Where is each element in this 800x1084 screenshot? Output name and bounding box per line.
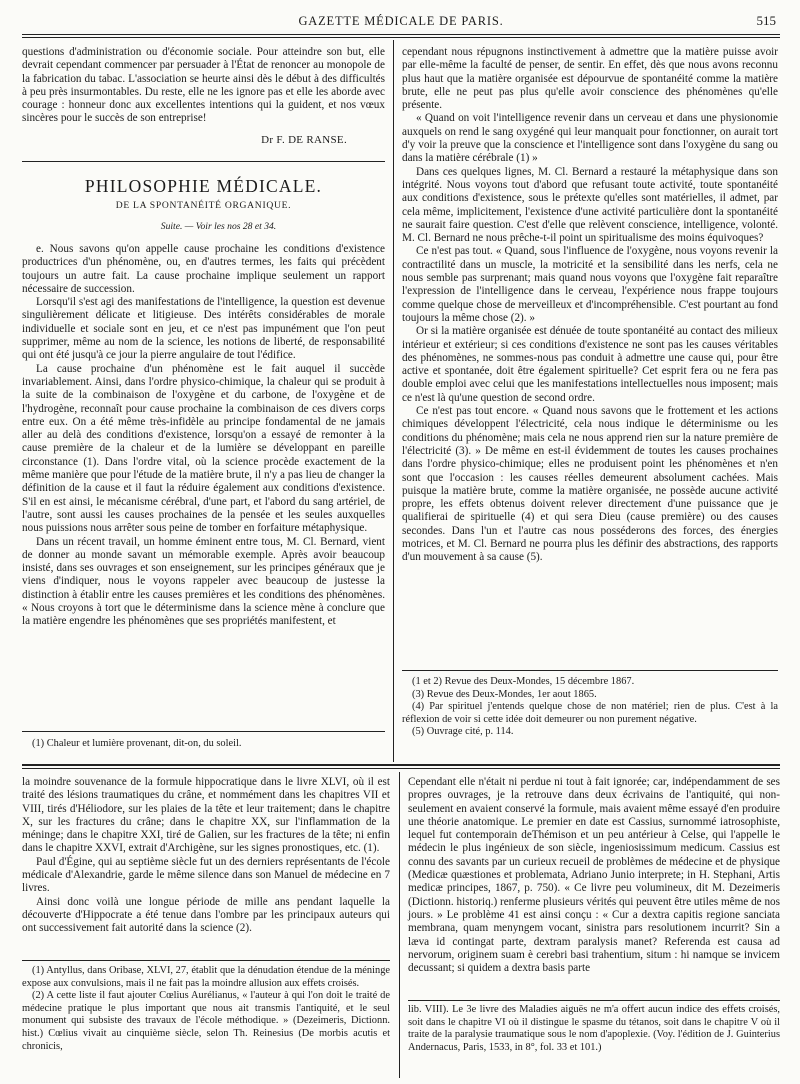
section-subtitle: DE LA SPONTANÉITÉ ORGANIQUE.	[115, 200, 292, 212]
intro-paragraph: questions d'administration ou d'économie sociale. Pour atteindre son but, elle devrait cependant commencer par persuader à l'État de renoncer au monopole de la fabrication du tabac. L'association se heurte ainsi dès le début à des difficultés à peu près insurmontables. Du reste, elle ne les ignore pas et elle les aborde avec courage : honneur donc aux excellentes intentions qui la guident, et nos vœux sincères pour le succès de son entreprise!	[22, 46, 385, 125]
feuilleton-rule-thin	[22, 768, 780, 769]
page-number: 515	[756, 13, 776, 28]
paragraph: « Quand on voit l'intelligence revenir dans un cerveau et dans une physionomie auxquels on rend le sang oxygéné qui leur manquait pour fonctionner, on aurait tort d'y voir la preuve que la conscience et l'intelligence sont dans l'oxygène du sang ou dans la matière cérébrale (1) »	[402, 112, 778, 165]
bottom-left-footnote-rule	[22, 960, 390, 961]
author-signature: Dr F. DE RANSE.	[261, 133, 347, 146]
paragraph: La cause prochaine d'un phénomène est le fait auquel il succède invariablement. Ainsi, dans l'ordre physico-chimique, la chaleur qui se produit à la suite de la combinaison de l'oxygène et du carbone, de l'oxygène et de l'hydrogène, reconnaît pour cause prochaine la combinaison de ces divers corps entre eux. On a été même très-infidèle au principe fondamental de ne jamais aller au delà des conditions d'existence, lorsqu'on a essayé de remonter à la cause première de la chaleur et de la lumière se développant en pareille circonstance (1). Dans l'ordre vital, où la science procède exactement de la même manière que pour l'étude de la matière brute, il n'y a pas lieu de changer la définition de la cause et il faut la réduire également aux conditions d'existence. S'il en est ainsi, le mécanisme cérébral, d'une part, et l'abord du sang artériel, de l'autre, sont aussi les causes prochaines de la pensée et les seules auxquelles nous puissions nous arrêter sous peine de tomber en forfaiture métaphysique.	[22, 362, 385, 535]
page-header	[22, 10, 780, 32]
paragraph: Or si la matière organisée est dénuée de toute spontanéité au contact des milieux intérieur et extérieur; si ces conditions d'existence ne sont pas les causes véritables des phénomènes, ne sommes-nous pas conduit à admettre une cause qui, pour être active et spontanée, doit être également spirituelle? Cet esprit fera ou ne fera pas double emploi avec celui que les manifestations intellectuelles nous imposent; mais ce n'est là qu'une question de second ordre.	[402, 325, 778, 404]
footnote: (3) Revue des Deux-Mondes, 1er aout 1865.	[412, 688, 597, 700]
paragraph: Cependant elle n'était ni perdue ni tout à fait ignorée; car, indépendamment de ses propres ouvrages, je la retrouve dans deux écrivains de l'antiquité, qui non-seulement en avaient conservé la formule, mais avaient même essayé d'en produire une théorie anatomique. Le premier en date est Cassius, surnommé iatrosophiste, lequel fut contemporain deThémison et un peu antérieur à Celse, qui l'appelle le médecin le plus ingénieux de son siècle, ingeniosissimum medicum. Cassius est connu des savants par un curieux recueil de problèmes de médecine et de physique (Medicæ quæstiones et problemata, Adriano Junio interprete; in H. Stephani, Artis medicæ principes, 1867, p. 750). « Ce livre peu volumineux, dit M. Dezeimeris (Dictionn. historiq.) renferme plusieurs vérités qui peuvent être utiles même de nos jours. » Le problème 41 est ainsi conçu : « Cur a dextra capitis regione sanciata membrana, quam menyngem vocant, sinistra pars resolutionem incurrit? Sin a læva id contingat parte, dextram paralysis manet? Referenda est causa ad nervorum, originem suam è cerebri basi trahentium, situm : hi namque se invicem decussant; si quidem a dextra basis parte	[408, 776, 780, 975]
journal-title: GAZETTE MÉDICALE DE PARIS.	[298, 13, 504, 28]
paragraph: e. Nous savons qu'on appelle cause prochaine les conditions d'existence productrices d'un phénomène, ou, en d'autres termes, les faits qui précèdent toujours un autre fait. La cause prochaine implique seulement un rapport nécessaire de succession.	[22, 242, 385, 295]
paragraph: cependant nous répugnons instinctivement à admettre que la matière puisse avoir par elle-même la faculté de penser, de sentir. En effet, dès que nous avons reconnu plus haut que la matière organisée est dépourvue de spontanéité comme la matière brute, elle ne peut pas plus qu'elle avoir conscience des phénomènes qu'elle présente.	[402, 46, 778, 112]
paragraph: Paul d'Égine, qui au septième siècle fut un des derniers représentants de l'école médicale d'Alexandrie, garde le même silence dans son Manuel de médecine en 7 livres.	[22, 855, 390, 895]
footnote: (1) Chaleur et lumière provenant, dit-on, du soleil.	[32, 738, 242, 749]
footnote: (2) A cette liste il faut ajouter Cœlius Aurélianus, « l'auteur à qui l'on doit le traité de médecine pratique le plus important que nous ait transmis l'antiquité, et le seul monument qui subsiste des travaux de l'école méthodique. » (Dezeimeris, Dictionn. hist.) Cœlius vivait au cinquième siècle, selon Th. Reinesius (De morbis acutis et chronicis,	[22, 990, 390, 1052]
footnote: (1) Antyllus, dans Oribase, XLVI, 27, établit que la dénudation étendue de la méninge expose aux convulsions, mais il ne fait pas la moindre allusion aux effets croisés.	[22, 965, 390, 989]
paragraph: Dans ces quelques lignes, M. Cl. Bernard a restauré la métaphysique dans son intégrité. Nous voyons tout d'abord que refusant toute activité, toute spontanéité aux conditions d'existence, sous le prétexte qu'elles sont matérielles, il admet, par cela même, implicitement, l'existence d'une activité particulière dont la spontanéité ne saurait faire question. C'est d'elle que relèvent conscience, intelligence, volonté. M. Cl. Bernard ne nous prêche-t-il point un spiritualisme des moins équivoques?	[402, 165, 778, 245]
bottom-right-column	[408, 776, 780, 975]
section-rule	[22, 161, 385, 162]
right-footnotes	[402, 676, 778, 739]
footnote: (4) Par spirituel j'entends quelque chose de non matériel; rien de plus. C'est à la réflexion de voir si cette idée doit demeurer ou non purement négative.	[402, 701, 778, 725]
paragraph: Dans un récent travail, un homme éminent entre tous, M. Cl. Bernard, vient de donner au monde savant un mémorable exemple. Après avoir beaucoup insisté, dans ses ouvrages et son enseignement, sur les principes généraux que je viens d'indiquer, nous le voyons rappeler avec beaucoup de justesse la distinction à établir entre les causes premières et les conditions des phénomènes. « Nous croyons à tort que le déterminisme dans la science mène à conclure que la matière engendre les phénomènes que ses propriétés manifestent, et	[22, 535, 385, 628]
paragraph: Ainsi donc voilà une longue période de mille ans pendant laquelle la découverte d'Hippocrate a été tenue dans l'ombre par les principaux auteurs qui ont successivement fait autorité dans la science (2).	[22, 895, 390, 935]
right-column	[402, 46, 778, 565]
paragraph: la moindre souvenance de la formule hippocratique dans le livre XLVI, où il est traité des lésions traumatiques du crâne, et nommément dans les chapitres VII et VIII, tirés d'Héliodore, sur les plaies de la tête et leur traitement; dans le chapitre X, sur les fractures du crâne; dans le chapitre XX, sur l'inflammation de la méninge; dans le chapitre XXI, tiré de Galien, sur les fractures de la tête; ni enfin dans le chapitre XXVI, extrait d'Archigène, sur les signes pronostiques, etc. (1).	[22, 776, 390, 855]
column-divider-bottom	[399, 772, 400, 1078]
header-rule	[22, 34, 780, 35]
left-column	[22, 46, 385, 629]
left-footnote	[22, 738, 385, 751]
footnote: lib. VIII). Le 3e livre des Maladies aiguës ne m'a offert aucun indice des effets croisés, soit dans le chapitre VI où il distingue le spasme du tétanos, soit dans le chapitre V où il traite de la paralysie traumatique sous le nom d'apoplexie. (Voy. l'édition de J. Guinterius Andernacus, Paris, 1533, in 8°, fol. 33 et 101.)	[408, 1004, 780, 1053]
footnote: (5) Ouvrage cité, p. 114.	[412, 726, 514, 738]
bottom-left-footnotes	[22, 965, 390, 1053]
feuilleton-rule	[22, 764, 780, 766]
bottom-right-footnote	[408, 1004, 780, 1054]
footnote: (1 et 2) Revue des Deux-Mondes, 15 décembre 1867.	[412, 676, 635, 687]
right-footnote-rule	[402, 670, 778, 671]
header-rule-double	[22, 37, 780, 38]
column-divider-top	[393, 40, 394, 762]
paragraph: Ce n'est pas tout. « Quand, sous l'influence de l'oxygène, nous voyons revenir la contractilité dans un muscle, la motricité et la sensibilité dans les nerfs, cela ne nous semble pas surprenant; mais quand nous voyons que l'oxygène fait reparaître l'expression de l'intelligence dans le cerveau, l'expérience nous frappe toujours comme quelque chose de merveilleux et d'incompréhensible. C'est pourtant au fond toujours la même chose (2). »	[402, 245, 778, 324]
section-title: PHILOSOPHIE MÉDICALE.	[84, 176, 323, 197]
left-footnote-rule	[22, 731, 385, 732]
section-suite: Suite. — Voir les nos 28 et 34.	[160, 220, 277, 232]
bottom-left-column	[22, 776, 390, 936]
bottom-right-footnote-rule	[408, 1000, 780, 1001]
paragraph: Ce n'est pas tout encore. « Quand nous savons que le frottement et les actions chimiques développent l'électricité, cela nous indique le déterminisme ou les conditions du phénomène; mais cela ne nous apprend rien sur la nature première de l'électricité (3). » De même en est-il évidemment de toutes les causes prochaines dans l'ordre physico-chimique; elles ne produisent point les phénomènes et n'en sont que l'occasion : les causes réelles demeurent absolument cachées. Mais puisque la matière brute, comme la matière organisée, ne possède aucune activité propre, les effets obtenus doivent relever directement d'une puissance que je qualifierai de spirituelle (4) et qui sera Dieu (cause première) ou des causes secondes. Dans l'un et l'autre cas nous posséderons des forces, des énergies motrices, et M. Cl. Bernard ne pourra plus les définir des abstractions, des rapports d'un mouvement à sa cause (5).	[402, 405, 778, 564]
paragraph: Lorsqu'il s'est agi des manifestations de l'intelligence, la question est devenue singulièrement délicate et litigieuse. Des intérêts considérables de morale individuelle et sociale sont en jeu, et ce n'est pas impunément que l'on peut supprimer, même au nom de la science, les notions de liberté, de responsabilité qui ont été jusqu'à ce jour la pierre angulaire de tout l'édifice.	[22, 296, 385, 362]
